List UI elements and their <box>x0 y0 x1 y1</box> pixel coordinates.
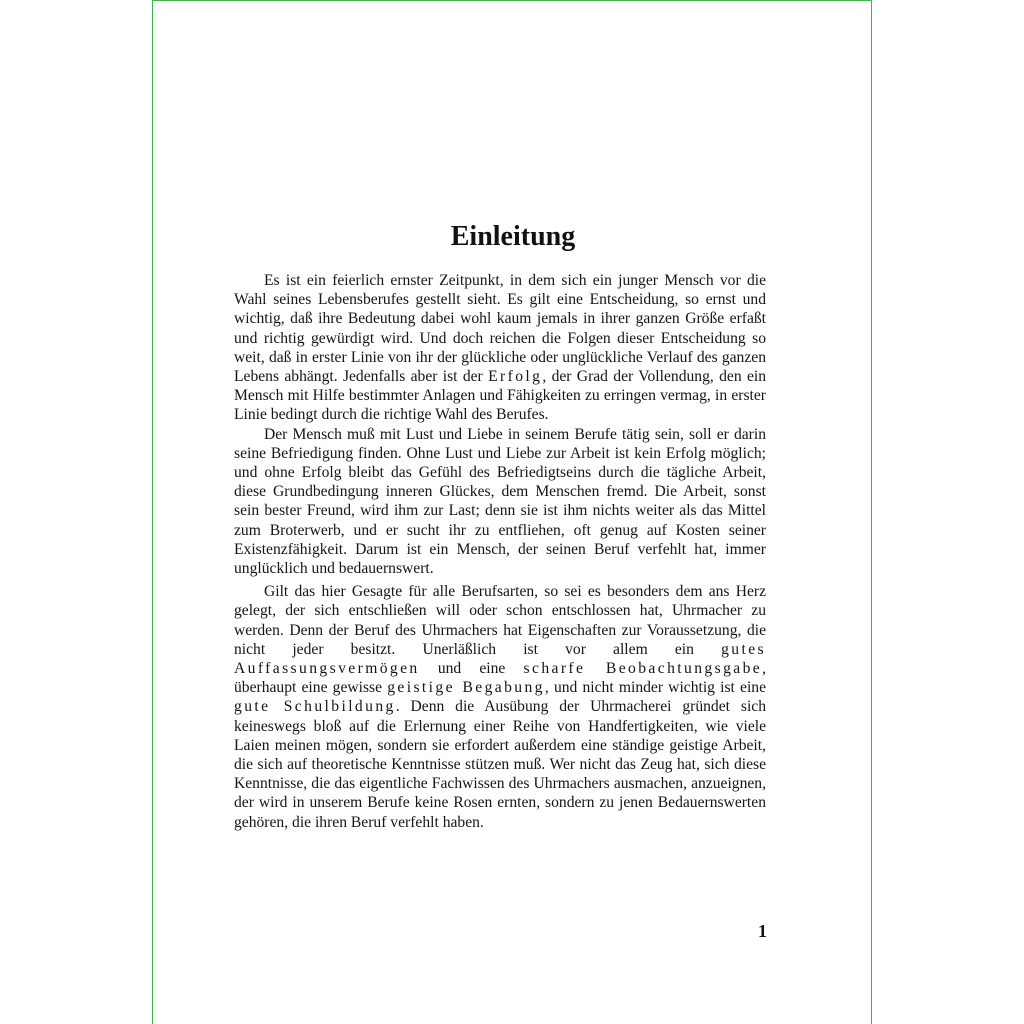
chapter-body <box>234 271 766 832</box>
paragraph-text: Gilt das hier Gesagte für alle Berufsarten, so sei es besonders dem ans Herz gelegt, der sich entschließen will oder schon entschlossen hat, Uhrmacher zu werden. Denn der Beruf des Uhrmachers hat Eigenschaften zur Voraussetzung, die nicht jeder besitzt. Unerläßlich ist vor allem ein <box>234 583 766 658</box>
book-page <box>152 0 872 1024</box>
emphasized-text: Erfolg <box>488 368 543 386</box>
emphasized-text: gute Schulbildung <box>234 698 396 716</box>
paragraph-text: , und nicht minder wichtig ist eine <box>544 679 766 697</box>
paragraph-1 <box>234 271 766 425</box>
paragraph-3 <box>234 582 766 832</box>
paragraph-text: und eine <box>419 660 524 678</box>
emphasized-text: geistige Begabung <box>387 679 545 697</box>
paragraph-2 <box>234 425 766 579</box>
chapter-title: Einleitung <box>450 221 576 252</box>
paragraph-text: , der Grad der Vollendung, den ein Mensch mit Hilfe bestimmter Anlagen und Fähigkeiten zu erringen vermag, in erster Linie bedingt durch die richtige Wahl des Berufes. <box>234 368 766 424</box>
emphasized-text: scharfe Beobachtungsgabe <box>523 660 763 678</box>
paragraph-text: Es ist ein feierlich ernster Zeitpunkt, in dem sich ein junger Mensch vor die Wahl seines Lebensberufes gestellt sieht. Es gilt eine Entscheidung, so ernst und wichtig, daß ihre Bedeutung dabei wohl kaum jemals in ihrer ganzen Größe erfaßt und richtig gewürdigt wird. Und doch reichen die Folgen dieser Entscheidung so weit, daß in erster Linie von ihr der glückliche oder unglückliche Verlauf des ganzen Lebens abhängt. Jedenfalls aber ist der <box>234 272 766 386</box>
paragraph-text: Der Mensch muß mit Lust und Liebe in seinem Berufe tätig sein, soll er darin seine Befriedigung finden. Ohne Lust und Liebe zur Arbeit ist kein Erfolg möglich; und ohne Erfolg bleibt das Gefühl des Befriedigtseins durch die tägliche Arbeit, diese Grundbedingung inneren Glückes, dem Menschen fremd. Die Arbeit, sonst sein bester Freund, wird ihm zur Last; denn sie ist ihm nichts weiter als das Mittel zum Broterwerb, und er sucht ihr zu entfliehen, oft genug auf Kosten seiner Existenzfähigkeit. Darum ist ein Mensch, der seinen Beruf verfehlt hat, immer unglücklich und bedauernswert. <box>234 425 766 578</box>
paragraph-text: . Denn die Ausübung der Uhrmacherei gründet sich keineswegs bloß auf die Erlernung einer Reihe von Handfertigkeiten, wie viele Laien meinen mögen, sondern sie erfordert außerdem eine ständige geistige Arbeit, die sich auf theoretische Kenntnisse stützen muß. Wer nicht das Zeug hat, sich diese Kenntnisse, die das eigentliche Fachwissen des Uhrmachers ausmachen, anzueignen, der wird in unserem Berufe keine Rosen ernten, sondern zu jenen Bedauernswerten gehören, die ihren Beruf verfehlt haben. <box>234 698 766 831</box>
paragraph-text: , überhaupt eine gewisse <box>234 660 767 697</box>
emphasized-text: gutes Auffassungsvermögen <box>234 640 766 678</box>
page-number: 1 <box>758 921 767 941</box>
